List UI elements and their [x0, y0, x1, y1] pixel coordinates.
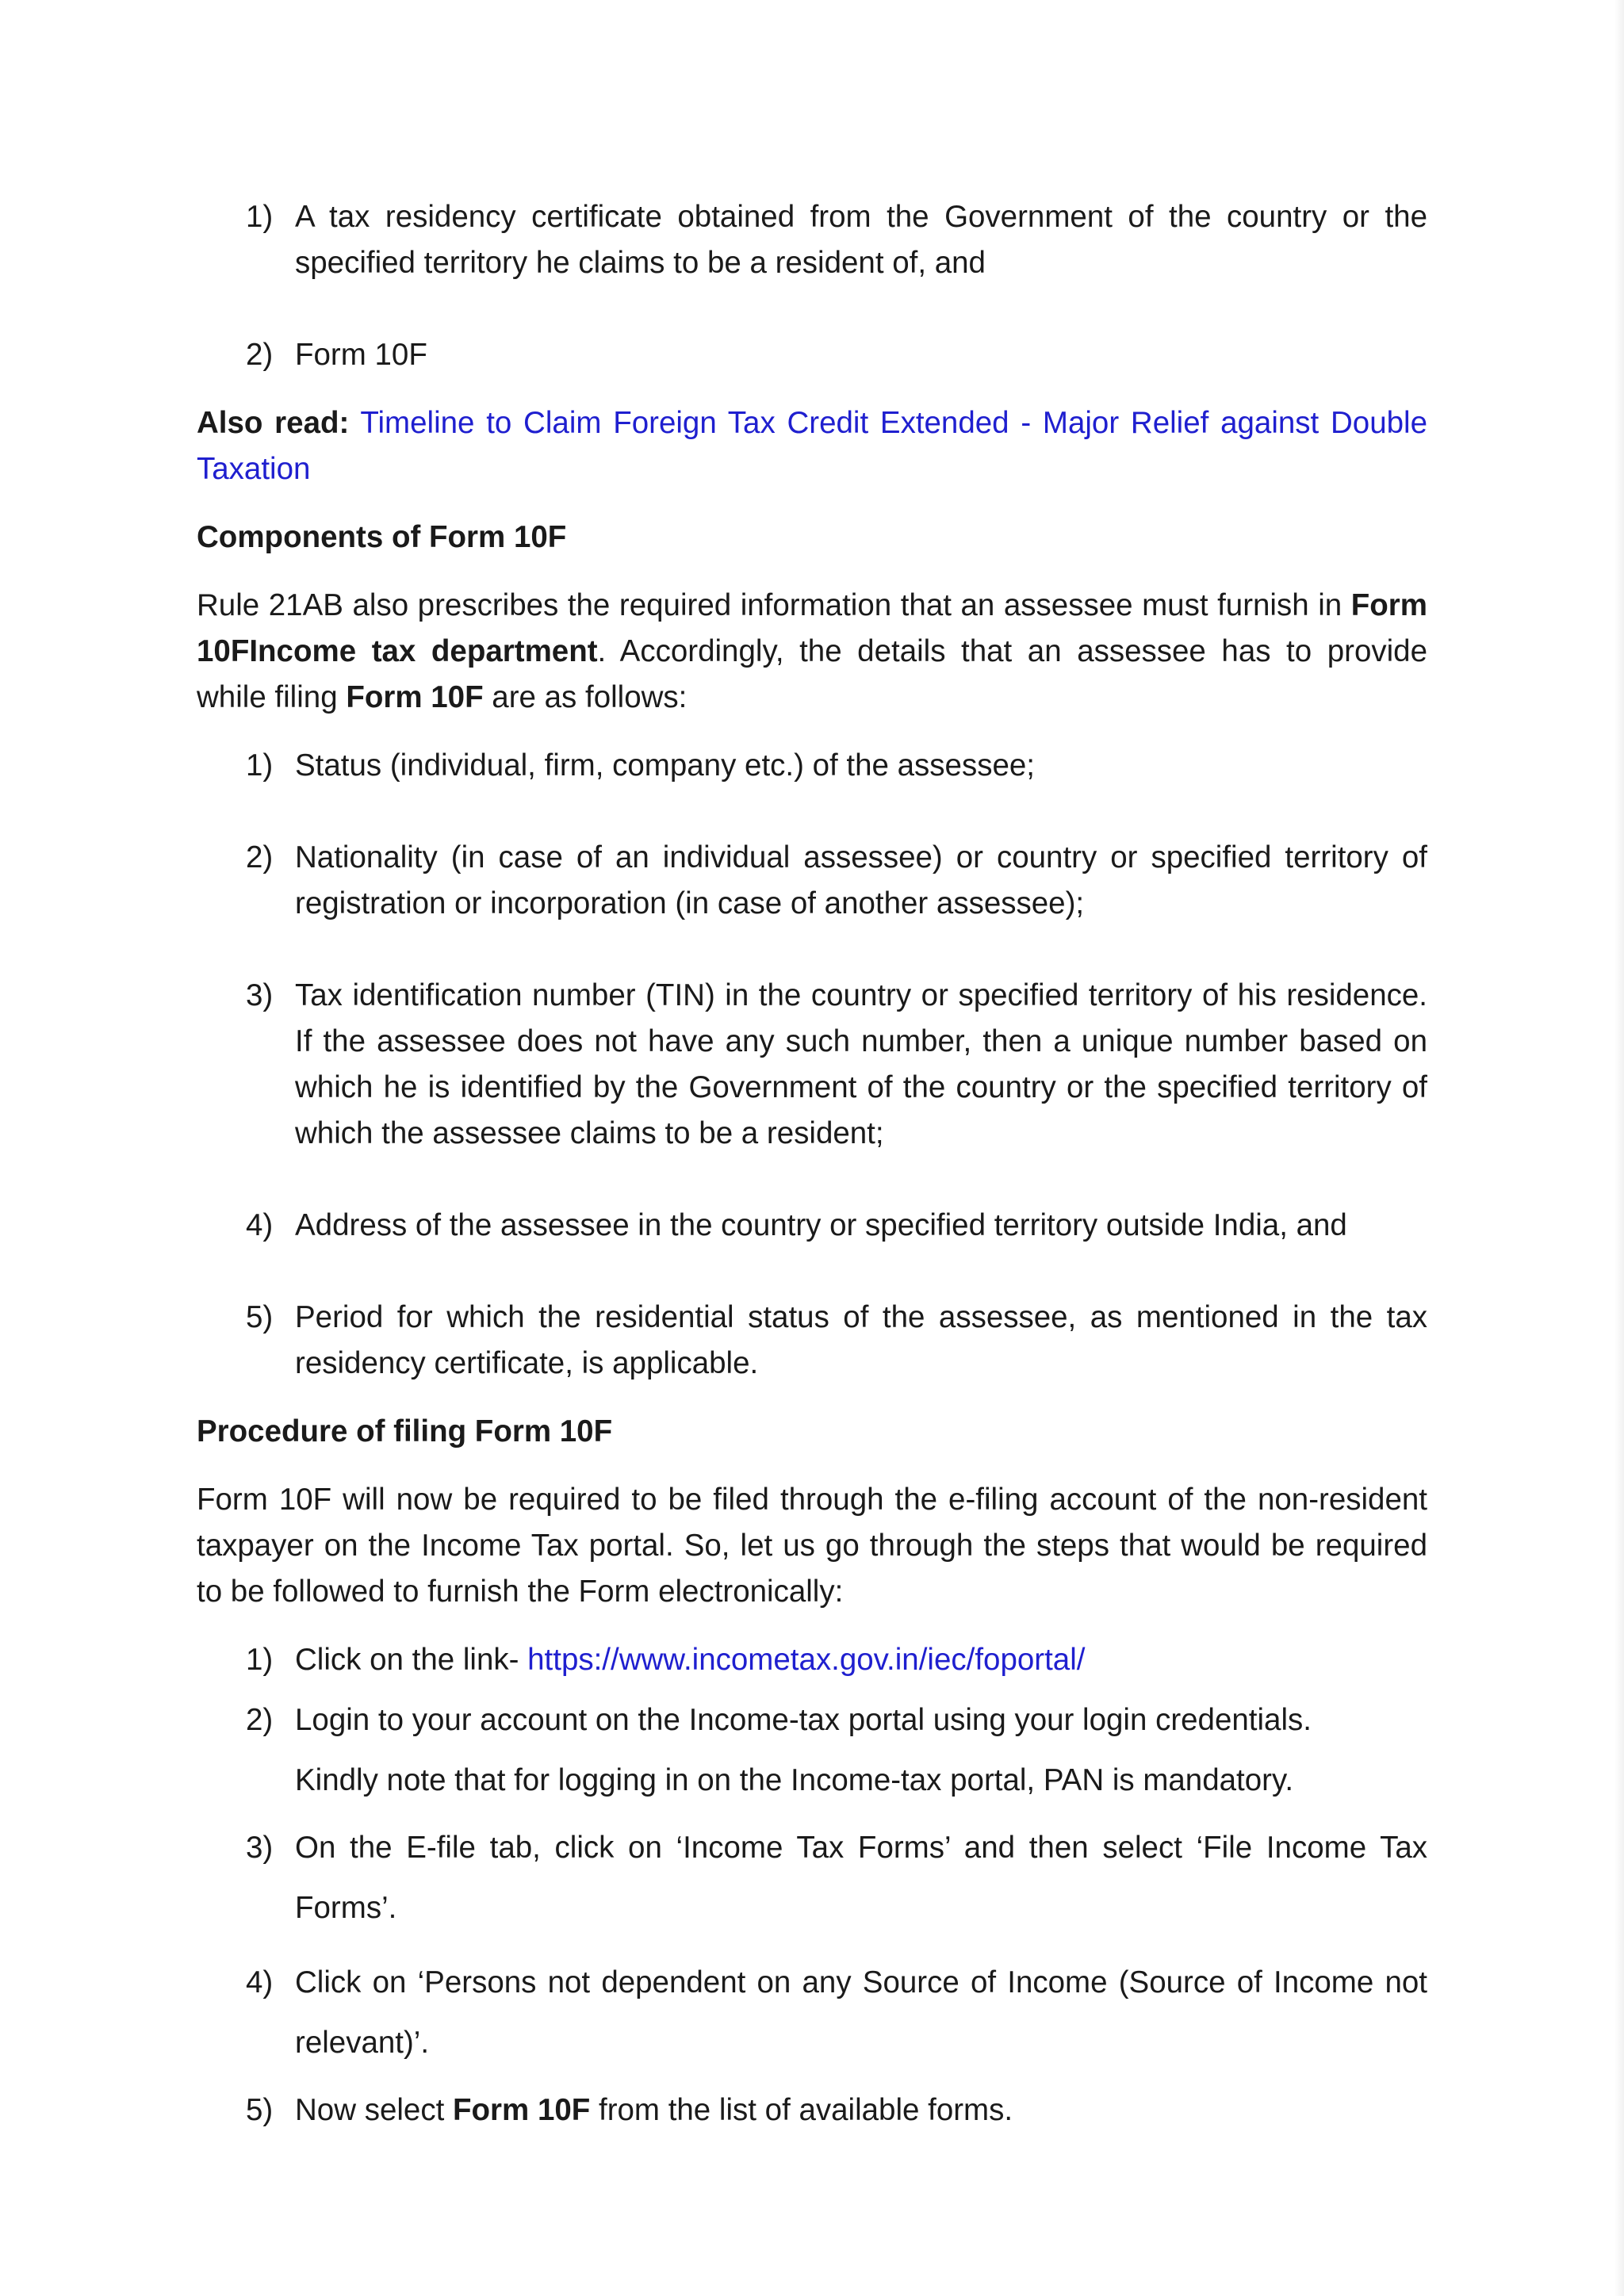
step-text [295, 1637, 1427, 1683]
list-number: 3) [246, 978, 274, 1012]
procedure-paragraph: Form 10F will now be required to be filed through the e-filing account of the non-resident taxpayer on the Income Tax portal. So, let us go through the steps that would be required to be followed to furnish the Form electronically: [197, 1483, 1427, 1609]
list-number: 1) [246, 748, 274, 783]
list-text: Status (individual, firm, company etc.) of the assessee; [295, 748, 1035, 783]
list-number: 1) [246, 200, 274, 234]
portal-link[interactable]: https://www.incometax.gov.in/iec/foportal/ [527, 1643, 1086, 1677]
list-item [197, 835, 1427, 927]
components-heading: Components of Form 10F [197, 520, 567, 554]
list-number: 5) [246, 1300, 274, 1334]
list-item [197, 332, 1427, 378]
step-number: 4) [246, 1965, 274, 1999]
bold-run: Form 10FIncome tax department [197, 588, 1427, 668]
list-number: 2) [246, 840, 274, 874]
document-body [197, 194, 1427, 2148]
also-read-label: Also read: [197, 406, 350, 440]
list-text: Tax identification number (TIN) in the country or specified territory of his residence. If the assessee does not have any such number, then a unique number based on which he is identified by the Government of the country or the specified territory of which the assessee claims to be a resident; [295, 978, 1427, 1150]
step-item [197, 1818, 1427, 1938]
text-run: . Accordingly, the details that an assessee has to provide while filing [197, 634, 1427, 714]
list-item [197, 1203, 1427, 1249]
list-text: A tax residency certificate obtained from the Government of the country or the specified territory he claims to be a resident of, and [295, 200, 1427, 280]
step-note: Kindly note that for logging in on the Income-tax portal, PAN is mandatory. [295, 1763, 1294, 1797]
list-text: Nationality (in case of an individual assessee) or country or specified territory of registration or incorporation (in case of another assessee); [295, 840, 1427, 920]
components-list [197, 743, 1427, 1387]
text-run: Now select [295, 2093, 453, 2127]
step-number: 5) [246, 2093, 274, 2127]
step-item [197, 1637, 1427, 1683]
list-number: 2) [246, 338, 274, 372]
list-text: Form 10F [295, 338, 427, 372]
bold-run: Form 10F [453, 2093, 591, 2127]
text-run: from the list of available forms. [590, 2093, 1013, 2127]
list-number: 4) [246, 1208, 274, 1242]
text-run: Click on the link- [295, 1643, 528, 1677]
procedure-steps [197, 1637, 1427, 2133]
list-item [197, 973, 1427, 1157]
components-paragraph [197, 583, 1427, 721]
step-number: 2) [246, 1703, 274, 1737]
step-number: 3) [246, 1831, 274, 1865]
also-read-paragraph [197, 400, 1427, 492]
also-read-link[interactable]: Timeline to Claim Foreign Tax Credit Extended - Major Relief against Double Taxation [197, 406, 1427, 486]
step-item [197, 1697, 1427, 1804]
text-run: are as follows: [483, 680, 688, 714]
requirements-list [197, 194, 1427, 378]
step-text [295, 2087, 1427, 2133]
text-run: Rule 21AB also prescribes the required information that an assessee must furnish in [197, 588, 1351, 622]
page-edge-shadow [1614, 0, 1624, 2296]
step-text: Click on ‘Persons not dependent on any Source of Income (Source of Income not relevant)’. [295, 1965, 1427, 2060]
list-text: Address of the assessee in the country or specified territory outside India, and [295, 1208, 1347, 1242]
bold-run: Form 10F [346, 680, 484, 714]
list-item [197, 743, 1427, 789]
step-item [197, 2087, 1427, 2133]
list-item [197, 194, 1427, 286]
step-item [197, 1953, 1427, 2073]
list-item [197, 1295, 1427, 1387]
procedure-heading: Procedure of filing Form 10F [197, 1414, 613, 1448]
step-text: On the E-file tab, click on ‘Income Tax Forms’ and then select ‘File Income Tax Forms’. [295, 1831, 1427, 1925]
step-text: Login to your account on the Income-tax portal using your login credentials. [295, 1703, 1312, 1737]
list-text: Period for which the residential status of the assessee, as mentioned in the tax residency certificate, is applicable. [295, 1300, 1427, 1380]
step-number: 1) [246, 1643, 274, 1677]
